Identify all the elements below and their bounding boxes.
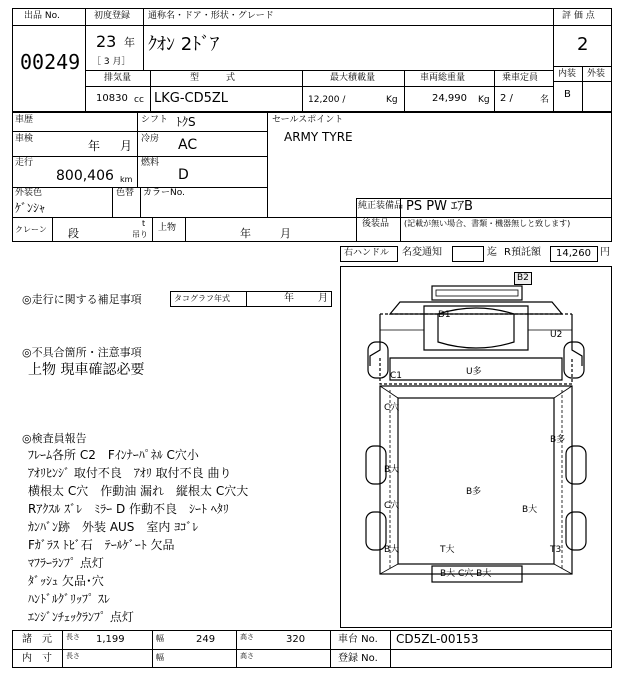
rename-box	[452, 246, 484, 262]
taco-label: タコグラフ年式	[174, 294, 230, 303]
rh-label: 右ハンドル	[344, 248, 390, 258]
ac-label: 冷房	[141, 134, 160, 144]
name-label: 通称名・ドア・形状・グレード	[148, 11, 274, 21]
hgt-label2: 高さ	[240, 652, 254, 660]
inspector-line: Rｱｸｽﾙ ｽﾞﾚ ﾐﾗｰ D 作動不良 ｼｰﾄ ﾍﾀﾘ	[28, 502, 229, 516]
crane-t: t	[142, 219, 146, 228]
disp-label: 排気量	[104, 73, 132, 83]
crane-t2: 吊り	[132, 230, 148, 239]
shift-value: ﾄｸS	[176, 115, 196, 129]
label-b-many: B多	[550, 435, 566, 445]
mileage-value: 800,406	[56, 168, 114, 184]
wid-label: 幅	[156, 634, 164, 643]
inspector-line: ﾌﾚｰﾑ各所 C2 Fｲﾝﾅｰﾊﾟﾈﾙ C穴小	[28, 448, 199, 462]
grade-value: 2	[577, 34, 589, 55]
maxload-label: 最大積載量	[330, 73, 376, 83]
label-u-many: U多	[466, 367, 482, 377]
wid-label2: 幅	[156, 653, 164, 662]
after-label: 後装品	[362, 219, 390, 229]
fuel-value: D	[178, 167, 189, 183]
grade-label: 評 価 点	[562, 11, 595, 21]
inspect-label: 車検	[15, 134, 34, 144]
sales-label: セールスポイント	[272, 115, 344, 125]
rcheck-label: R預託額	[504, 247, 541, 258]
rename-label: 名変通知	[402, 247, 442, 258]
lot-label: 出品 No.	[24, 11, 60, 21]
dims-label: 諸 元	[22, 634, 52, 645]
label-b-large3: B大	[384, 545, 400, 555]
gross-label: 車両総重量	[420, 73, 466, 83]
wid-value: 249	[196, 634, 216, 645]
model-label: 型 式	[190, 73, 236, 83]
shift-label: シフト	[141, 115, 169, 125]
inspect-year: 年	[88, 139, 101, 153]
until-label: 迄	[487, 247, 497, 258]
inspect-month: 月	[120, 139, 133, 153]
inspector-line: ﾀﾞｯｼｭ 欠品･穴	[28, 574, 104, 588]
upper-month: 月	[280, 227, 291, 240]
color-value: ｹﾞﾝｼｬ	[15, 201, 46, 215]
rcheck-value: 14,260	[556, 248, 591, 259]
reg-year: 23	[96, 32, 117, 51]
capacity-unit: 名	[540, 95, 550, 105]
inspector-title: ◎検査員報告	[22, 432, 87, 445]
yen-label: 円	[600, 247, 610, 258]
label-t3: T3	[550, 545, 562, 555]
interior-grade: B	[564, 89, 571, 100]
len-label2: 長さ	[66, 652, 80, 660]
history-label: 車歴	[15, 115, 34, 125]
label-c1: C1	[390, 371, 403, 381]
fuel-label: 燃料	[141, 158, 160, 168]
taco-year: 年	[284, 293, 294, 304]
model-value: LKG-CD5ZL	[154, 91, 229, 106]
len-value: 1,199	[96, 634, 125, 645]
inspector-line: 横根太 C穴 作動油 漏れ 縦根太 C穴大	[28, 484, 249, 498]
upper-year: 年	[240, 227, 251, 240]
inner-label: 内 寸	[22, 653, 52, 664]
sales-value: ARMY TYRE	[284, 130, 353, 144]
label-bottom: B大 C穴 B大	[440, 569, 492, 579]
capacity-value: 2 /	[500, 93, 513, 104]
ac-value: AC	[178, 137, 198, 153]
inspector-line: ｱｵﾘﾋﾝｼﾞ 取付不良 ｱｵﾘ 取付不良 曲り	[28, 466, 232, 480]
reg-no-label: 登録 No.	[338, 653, 378, 664]
reg-year-unit: 年	[124, 36, 135, 49]
taco-month: 月	[318, 293, 328, 304]
equip-value: PS PW ｴｱB	[406, 199, 473, 214]
label-b-large2: B大	[522, 505, 538, 515]
label-c-hole2: C穴	[384, 501, 400, 511]
inspector-line: Fｶﾞﾗｽ ﾄﾋﾞ石 ﾃｰﾙｹﾞｰﾄ 欠品	[28, 538, 175, 552]
inspector-line: ｶﾝﾊﾞﾝ跡 外装 AUS 室内 ﾖｺﾞﾚ	[28, 520, 199, 534]
disp-unit: cc	[134, 95, 144, 105]
len-label: 長さ	[66, 633, 80, 641]
label-c-hole: C穴	[384, 403, 400, 413]
gross-unit: Kg	[478, 95, 490, 105]
label-b-many2: B多	[466, 487, 482, 497]
mileage-unit: km	[120, 175, 133, 184]
label-u2: U2	[550, 330, 563, 340]
defect-text: 上物 現車確認必要	[28, 362, 145, 378]
label-b-large: B大	[384, 465, 400, 475]
crane-label: クレーン	[15, 225, 47, 234]
inspector-line: ﾊﾝﾄﾞﾙｸﾞﾘｯﾌﾟ ｽﾚ	[28, 592, 110, 606]
crane-dan: 段	[68, 227, 79, 240]
maxload-value: 12,200 /	[308, 95, 346, 105]
label-b2: B2	[514, 272, 532, 285]
colorno-label: 色替	[116, 188, 135, 198]
hgt-label: 高さ	[240, 633, 254, 641]
defect-title: ◎不具合箇所・注意事項	[22, 346, 142, 359]
exterior-label: 外装	[587, 69, 606, 79]
driving-title: ◎走行に関する補足事項	[22, 293, 142, 306]
upper-label: 上物	[158, 223, 177, 233]
chassis-label: 車台 No.	[338, 634, 378, 645]
equip-label: 純正装備品	[358, 201, 404, 211]
lot-number: 00249	[20, 50, 81, 74]
reg-month: ［ 3 月］	[92, 57, 131, 67]
colorno-label2: カラーNo.	[143, 188, 185, 198]
color-label: 外装色	[15, 188, 43, 198]
interior-label: 内装	[558, 69, 577, 79]
car-name: ｸｵﾝ 2ﾄﾞｱ	[148, 34, 220, 55]
inspector-line: ｴﾝｼﾞﾝﾁｪｯｸﾗﾝﾌﾟ 点灯	[28, 610, 134, 624]
maxload-unit: Kg	[386, 95, 398, 105]
label-t-large: T大	[440, 545, 455, 555]
hgt-value: 320	[286, 634, 306, 645]
mileage-label: 走行	[15, 158, 34, 168]
disp-value: 10830	[96, 93, 128, 104]
first-reg-label: 初度登録	[94, 11, 131, 21]
after-note: (記載が無い場合、書類・機器無しと致します)	[404, 219, 571, 228]
capacity-label: 乗車定員	[502, 73, 539, 83]
inspector-line: ﾏﾌﾗｰﾗﾝﾌﾟ 点灯	[28, 556, 104, 570]
chassis-value: CD5ZL-00153	[396, 632, 479, 646]
label-d1: D1	[438, 310, 451, 320]
gross-value: 24,990	[432, 93, 467, 104]
